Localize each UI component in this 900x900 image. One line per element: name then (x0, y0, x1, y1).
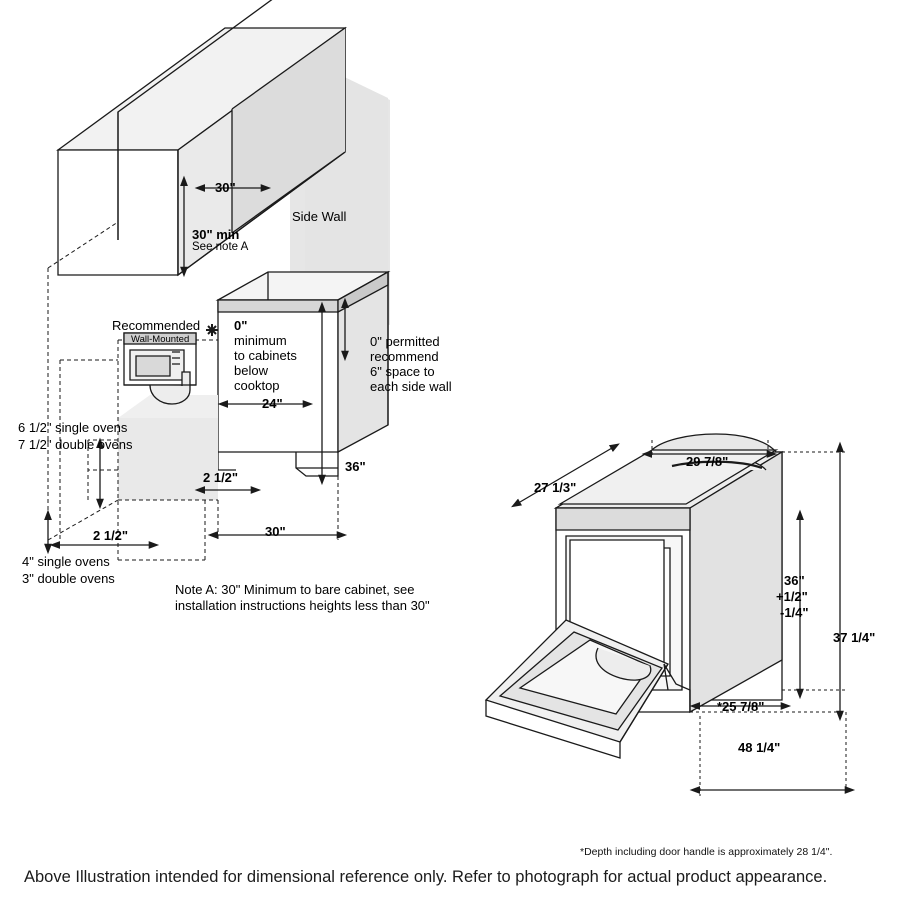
side-clearance-space: space to (381, 364, 435, 379)
side-clearance-line4: each side wall (370, 379, 452, 394)
dim-2half-lower-label: 2 1/2" (93, 528, 129, 543)
floor-clearance-double-text: double ovens (33, 571, 115, 586)
recommended-label: Recommended (112, 318, 201, 333)
zero-min-line4: below (234, 363, 268, 378)
zero-min-line1: 0" (234, 318, 248, 333)
note-a-line2: installation instructions heights less than 30" (175, 598, 430, 613)
dim-2half-upper-label: 2 1/2" (203, 470, 239, 485)
dim-36-left-label: 36" (345, 459, 366, 474)
dim-minus-quarter-label: -1/4" (780, 605, 809, 620)
dim-30-min-label: 30" min (192, 227, 240, 242)
side-clearance-permitted: permitted (381, 334, 440, 349)
note-a-line1: Note A: 30" Minimum to bare cabinet, see (175, 582, 415, 597)
dim-upper-30-label: 30" (215, 180, 236, 195)
oven-clearance-double-text: double ovens (51, 437, 133, 452)
wall-mounted-label: Wall-Mounted (131, 334, 190, 345)
dim-37-quarter-label: 37 1/4" (833, 630, 876, 645)
floor-clearance-double-value: 3" (22, 571, 34, 586)
depth-note: *Depth including door handle is approximately 28 1/4". (580, 846, 833, 858)
oven-clearance-line2 (18, 437, 132, 452)
floor-clearance-single-text: single ovens (33, 554, 110, 569)
oven-clearance-single-text: single ovens (51, 420, 128, 435)
dim-30-bottom-label: 30" (265, 524, 286, 539)
side-clearance-line3 (370, 364, 435, 379)
side-clearance-zero: 0" (370, 334, 382, 349)
oven-clearance-double-value: 7 1/2" (18, 437, 52, 452)
floor-clearance-line1 (22, 554, 110, 569)
dim-25-78-label: *25 7/8" (717, 699, 765, 714)
dim-36-right-label: 36" (784, 573, 805, 588)
oven-clearance-line1 (18, 420, 127, 435)
side-clearance-line1 (370, 334, 440, 349)
oven-clearance-single-value: 6 1/2" (18, 420, 52, 435)
dim-24-label: 24" (262, 396, 283, 411)
dim-depth-left-label: 27 1/3" (534, 480, 577, 495)
side-wall-label: Side Wall (292, 209, 347, 224)
dim-plus-half-label: +1/2" (776, 589, 808, 604)
zero-min-line2: minimum (234, 333, 287, 348)
zero-min-line3: to cabinets (234, 348, 297, 363)
side-clearance-line2: recommend (370, 349, 439, 364)
illustration-footer-note: Above Illustration intended for dimensional reference only. Refer to photograph for actual product appearance. (24, 868, 828, 886)
floor-clearance-single-value: 4" (22, 554, 34, 569)
dim-width-top-label: 29 7/8" (686, 454, 729, 469)
zero-min-line5: cooktop (234, 378, 280, 393)
dim-30-min-sub-label: See note A (192, 241, 249, 253)
dim-48-quarter-label: 48 1/4" (738, 740, 781, 755)
side-clearance-six: 6" (370, 364, 382, 379)
floor-clearance-line2 (22, 571, 115, 586)
